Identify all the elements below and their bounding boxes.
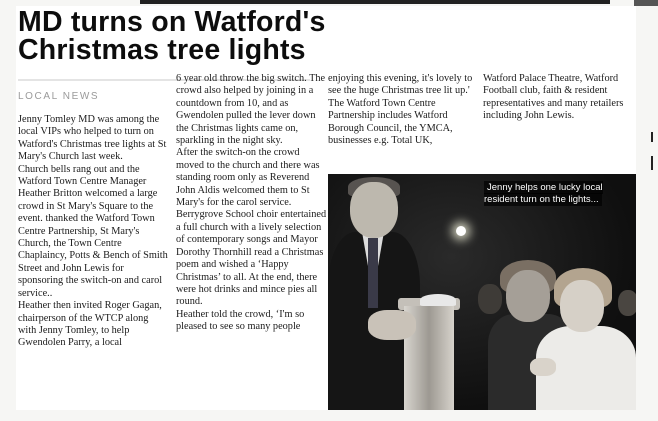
article-column-1 bbox=[18, 114, 168, 350]
paragraph: Heather told the crowd, ‘I'm so pleased to see so many people bbox=[176, 308, 305, 333]
girl-figure-head bbox=[560, 280, 604, 332]
photo-caption bbox=[484, 182, 606, 206]
top-edge-bar bbox=[140, 0, 610, 4]
article-column-4 bbox=[483, 73, 633, 123]
background-person bbox=[618, 290, 636, 316]
paragraph: After the switch-on the crowd moved to the church and there was standing room only as Reverend John Aldis welcomed them to St Mary's for the carol service. Berrygrove School choir entertained a full church with a lively selection of contemporary songs and Mayor Dorothy Thornhill read a Christmas poem and wished a ‘Happy Christmas’ to all. At the end, there were hot drinks and mince pies all round. bbox=[176, 147, 327, 308]
article-column-3 bbox=[328, 73, 476, 147]
headline bbox=[18, 8, 326, 64]
margin-tick bbox=[651, 132, 653, 142]
section-label: LOCAL NEWS bbox=[18, 91, 100, 102]
photo-caption-text: Jenny helps one lucky local resident turn on the lights... bbox=[484, 182, 603, 205]
top-corner-mark bbox=[634, 0, 658, 6]
headline-line-2: Christmas tree lights bbox=[18, 34, 306, 66]
man-figure-head bbox=[350, 182, 398, 238]
headline-line-1: MD turns on Watford's bbox=[18, 6, 326, 38]
margin-tick bbox=[651, 156, 653, 170]
paragraph: The Watford Town Centre Partnership includes Watford Borough Council, the YMCA, businesses e.g. Total UK, bbox=[328, 97, 453, 147]
street-lamp bbox=[456, 226, 466, 236]
man-figure-hand bbox=[368, 310, 416, 340]
switch-post-top bbox=[420, 294, 456, 306]
woman-figure-head bbox=[506, 270, 550, 322]
background-person bbox=[478, 284, 502, 314]
article-photo bbox=[328, 174, 636, 410]
paragraph: Church bells rang out and the Watford Town Centre Manager Heather Britton welcomed a large crowd in St Mary's Square to the event. thanked the Watford Town Centre Partnership, St Mary's Church, the Town Centre Chaplaincy, Potts & Bench of Smith Street and John Lewis for sponsoring the switch-on and carol service.. bbox=[18, 163, 168, 299]
paragraph: 6 year old throw the big switch. The crowd also helped by joining in a countdown from 10, and as Gwendolen pulled the lever down the Christmas lights came on, sparkling in the night sky. bbox=[176, 73, 326, 147]
girl-figure-hand bbox=[530, 358, 556, 376]
man-figure-tie bbox=[368, 238, 378, 308]
paragraph: Jenny Tomley MD was among the local VIPs who helped to turn on Watford's Christmas tree lights at St Mary's Church last week. bbox=[18, 114, 167, 163]
paragraph: enjoying this evening, it's lovely to see the huge Christmas tree lit up.' bbox=[328, 73, 473, 97]
paragraph: Heather then invited Roger Gagan, chairperson of the WTCP along with Jenny Tomley, to help Gwendolen Parry, a local bbox=[18, 300, 162, 349]
article-column-2 bbox=[176, 73, 330, 334]
paragraph: Watford Palace Theatre, Watford Football club, faith & resident representatives and many retailers including John Lewis. bbox=[483, 73, 624, 122]
